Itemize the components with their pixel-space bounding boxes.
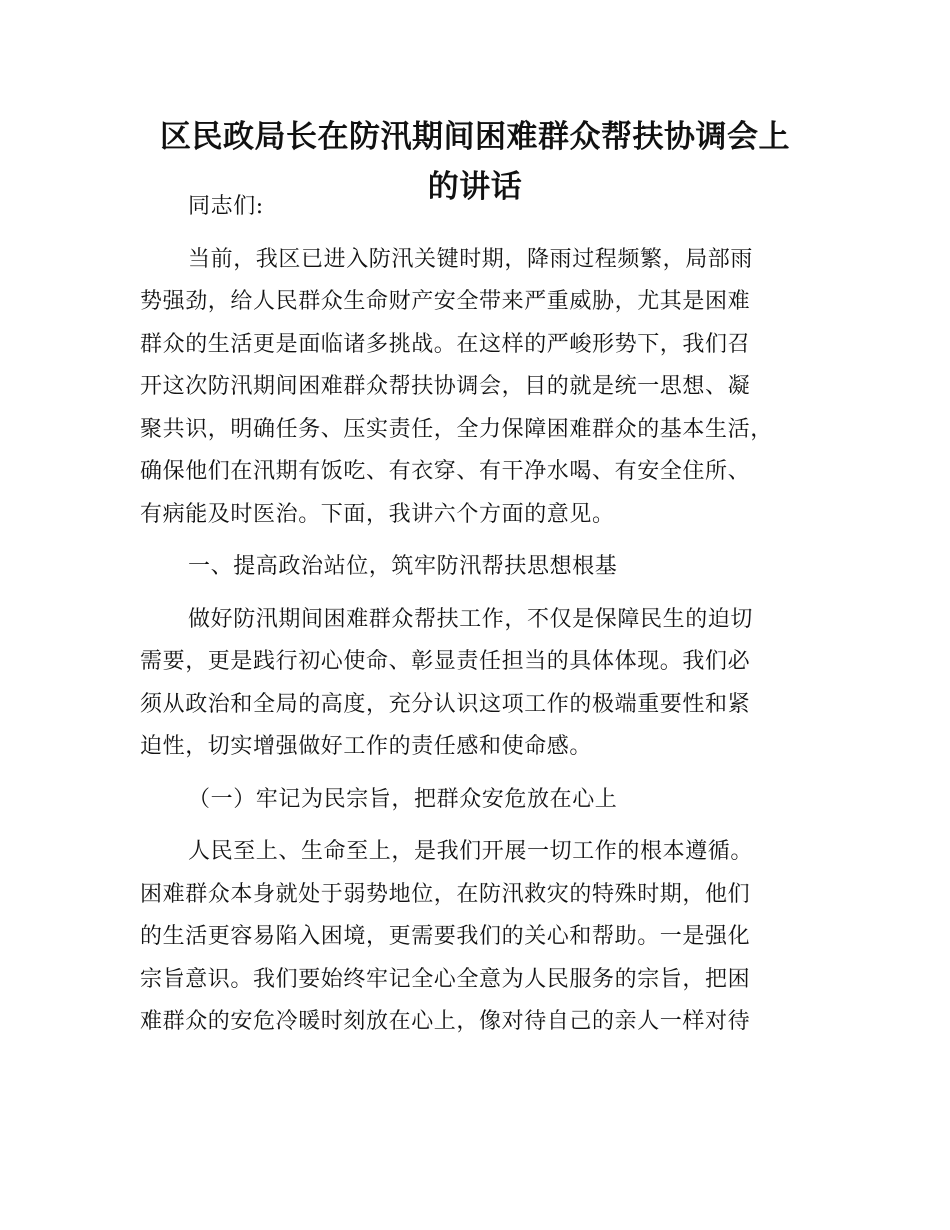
text-line: 开这次防汛期间困难群众帮扶协调会，目的就是统一思想、凝 [140, 374, 751, 399]
text-line: 群众的生活更是面临诸多挑战。在这样的严峻形势下，我们召 [140, 331, 751, 357]
subsection-heading-1 [140, 779, 825, 822]
text-line: 迫性，切实增强做好工作的责任感和使命感。 [140, 734, 593, 759]
text-line: 势强劲，给人民群众生命财产安全带来严重威胁，尤其是困难 [140, 289, 751, 314]
text-line: 确保他们在汛期有饭吃、有衣穿、有干净水喝、有安全住所、 [140, 459, 751, 484]
text-line: 的生活更容易陷入困境，更需要我们的关心和帮助。一是强化 [140, 924, 751, 949]
greeting-line: 同志们: [188, 194, 264, 219]
text-line: 做好防汛期间困难群众帮扶工作，不仅是保障民生的迫切 [188, 606, 754, 632]
paragraph-subsection-1 [140, 831, 825, 1044]
text-line: 难群众的安危冷暖时刻放在心上，像对待自己的亲人一样对待 [140, 1009, 751, 1034]
greeting [140, 186, 825, 229]
title-line-2: 的讲话 [427, 169, 523, 205]
title-line-1: 区民政局长在防汛期间困难群众帮扶协调会上 [160, 119, 790, 155]
heading-line: 一、提高政治站位，筑牢防汛帮扶思想根基 [188, 554, 618, 579]
text-line: 宗旨意识。我们要始终牢记全心全意为人民服务的宗旨，把困 [140, 966, 751, 992]
section-heading-1 [140, 546, 825, 589]
text-line: 聚共识，明确任务、压实责任，全力保障困难群众的基本生活， [140, 416, 773, 442]
text-line: 困难群众本身就处于弱势地位，在防汛救灾的特殊时期，他们 [140, 881, 751, 907]
text-line: 人民至上、生命至上，是我们开展一切工作的根本遵循。 [188, 839, 754, 864]
paragraph-section-1 [140, 599, 825, 769]
paragraph-intro [140, 239, 825, 537]
text-line: 当前，我区已进入防汛关键时期，降雨过程频繁，局部雨 [188, 246, 754, 272]
text-line: 有病能及时医治。下面，我讲六个方面的意见。 [140, 501, 615, 527]
heading-line: （一）牢记为民宗旨，把群众安危放在心上 [188, 786, 618, 812]
document-body [140, 186, 825, 1044]
text-line: 须从政治和全局的高度，充分认识这项工作的极端重要性和紧 [140, 691, 751, 717]
text-line: 需要，更是践行初心使命、彰显责任担当的具体体现。我们必 [140, 649, 751, 674]
